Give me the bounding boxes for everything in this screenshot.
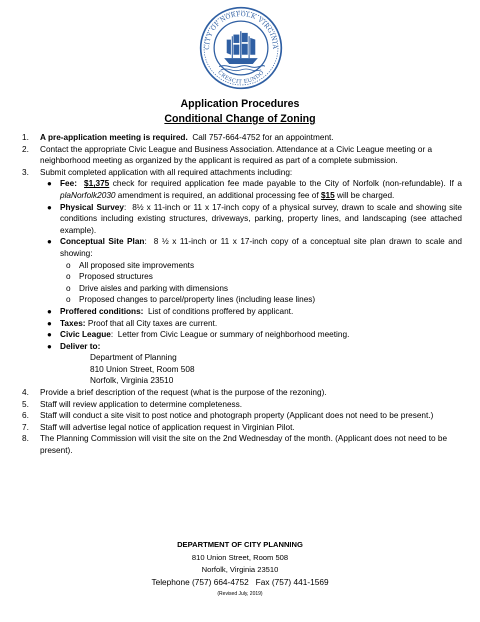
list-item: o All proposed site improvements bbox=[66, 260, 195, 270]
step-5: 5. Staff will review application to determine completeness. bbox=[22, 399, 243, 409]
attachment-survey: ● Physical Survey: 8½ x 11-inch or 11 x 17-inch copy of a physical survey, drawn to scale and showing site conditions including existing structures, driveways, parking, property lines, and landscaping (see attached example). bbox=[47, 202, 465, 235]
footer-street: 810 Union Street, Room 508 bbox=[191, 553, 289, 562]
attachment-site-plan: ● Conceptual Site Plan: 8 ½ x 11-inch or 11 x 17-inch copy of a conceptual site plan drawn to scale and showing: o All proposed site improvements o Proposed structures o Drive aisles and parking with dimensions o Proposed changes to parcel/property lines (including lease lines) bbox=[47, 237, 465, 305]
step-8: 8. The Planning Commission will visit the site on the 2nd Wednesday of the month. (Applicant does not need to be present). bbox=[22, 434, 448, 456]
footer-city: Norfolk, Virginia 23510 bbox=[201, 565, 279, 574]
plan-name: plaNorfolk2030 bbox=[60, 190, 116, 200]
svg-text:CRESCIT EUNDO bbox=[216, 70, 265, 86]
seal-ring-top-text: CITY OF NORFOLK VIRGINIA bbox=[204, 10, 278, 50]
step-4: 4. Provide a brief description of the request (what is the purpose of the rezoning). bbox=[22, 388, 327, 398]
list-item: o Drive aisles and parking with dimensions bbox=[66, 283, 229, 293]
city-seal-logo bbox=[199, 6, 283, 90]
step-2-text: Contact the appropriate Civic League and Business Association. Attendance at a Civic League meeting or a neighborhood meeting as organized by the applicant is required as part of a complete submission. bbox=[40, 144, 433, 166]
deliver-address-line-2: 810 Union Street, Room 508 bbox=[90, 364, 195, 374]
footer-phone-fax: Telephone (757) 664-4752 Fax (757) 441-1569 bbox=[151, 577, 329, 587]
attachment-list bbox=[40, 178, 465, 387]
attachment-deliver-to: ● Deliver to: Department of Planning 810 Union Street, Room 508 Norfolk, Virginia 23510 bbox=[40, 341, 462, 387]
fee-amount: $1,375 bbox=[84, 179, 110, 189]
list-item: o Proposed structures bbox=[66, 272, 153, 282]
page-title: Application Procedures bbox=[180, 98, 300, 110]
step-1-bold: A pre-application meeting is required. bbox=[40, 133, 188, 142]
attachment-fee: ● Fee: $1,375 check for required application fee made payable to the City of Norfolk (non-refundable). If a plaNorfolk2030 amendment is required, an additional processing fee of $15 will be charged. bbox=[47, 179, 462, 200]
attachment-proffered: ● Proffered conditions: List of conditions proffered by applicant. bbox=[47, 306, 294, 316]
site-plan-items bbox=[60, 260, 462, 306]
seal-ring-bottom-text: CRESCIT EUNDO bbox=[216, 69, 266, 86]
step-6: 6. Staff will conduct a site visit to post notice and photograph property (Applicant does not need to be present.) bbox=[22, 411, 434, 421]
step-2: 2. Contact the appropriate Civic League and Business Association. Attendance at a Civic League meeting or a neighborhood meeting as organized by the applicant is required as part of a complete submission. bbox=[22, 144, 433, 166]
procedure-content bbox=[22, 132, 465, 457]
step-7: 7. Staff will advertise legal notice of application request in Virginian Pilot. bbox=[22, 422, 295, 432]
footer-revised-date: (Revised July, 2019) bbox=[217, 591, 263, 597]
step-1-text: Call 757-664-4752 for an appointment. bbox=[187, 133, 334, 142]
footer-department: DEPARTMENT OF CITY PLANNING bbox=[177, 540, 303, 549]
fee-amount-2: $15 bbox=[320, 190, 335, 200]
attachment-civic-league: ● Civic League: Letter from Civic League or summary of neighborhood meeting. bbox=[47, 330, 350, 340]
step-1: 1. A pre-application meeting is required. Call 757-664-4752 for an appointment. bbox=[22, 133, 334, 142]
deliver-address-line-1: Department of Planning bbox=[90, 353, 177, 363]
step-3: 3. Submit completed application with all required attachments including: ● Fee: $1,375 check for required application fee made payable to the City of Norfolk (non-refundable). If a plaNorfolk2030 amendment is required, an additional processing fee of $15 will be charged. ● Physical Survey: 8½ x 11-inch or 11 x 17-inch copy of a physical survey, drawn to scale and showing site conditions including existing structures, driveways, parking, property lines, and landscaping (see attached example). ● Conceptual Site Plan: 8 ½ x 11-inch or 11 x 17-inch copy of a conceptual site plan drawn to scale and showing: o All proposed site improvements o Proposed structures o Drive aisles and parking with dimensions o Proposed changes to parcel/property lines (including lease lines) ● Proffered conditions: List of conditions proffered by applicant. ● Taxes: Proof that all City taxes are current. ● Civic League: Letter from Civic League or summary of neighborhood meeting. ● Deliver to: Department of Planning 810 Union Street, Room 508 Norfolk, Virginia 23510 bbox=[22, 167, 465, 386]
page-subtitle: Conditional Change of Zoning bbox=[164, 113, 316, 125]
list-item: o Proposed changes to parcel/property lines (including lease lines) bbox=[66, 295, 316, 305]
procedure-steps bbox=[22, 132, 465, 457]
attachment-taxes: ● Taxes: Proof that all City taxes are current. bbox=[47, 318, 218, 328]
step-3-text: Submit completed application with all required attachments including: bbox=[40, 167, 293, 177]
deliver-address-line-3: Norfolk, Virginia 23510 bbox=[90, 376, 174, 386]
